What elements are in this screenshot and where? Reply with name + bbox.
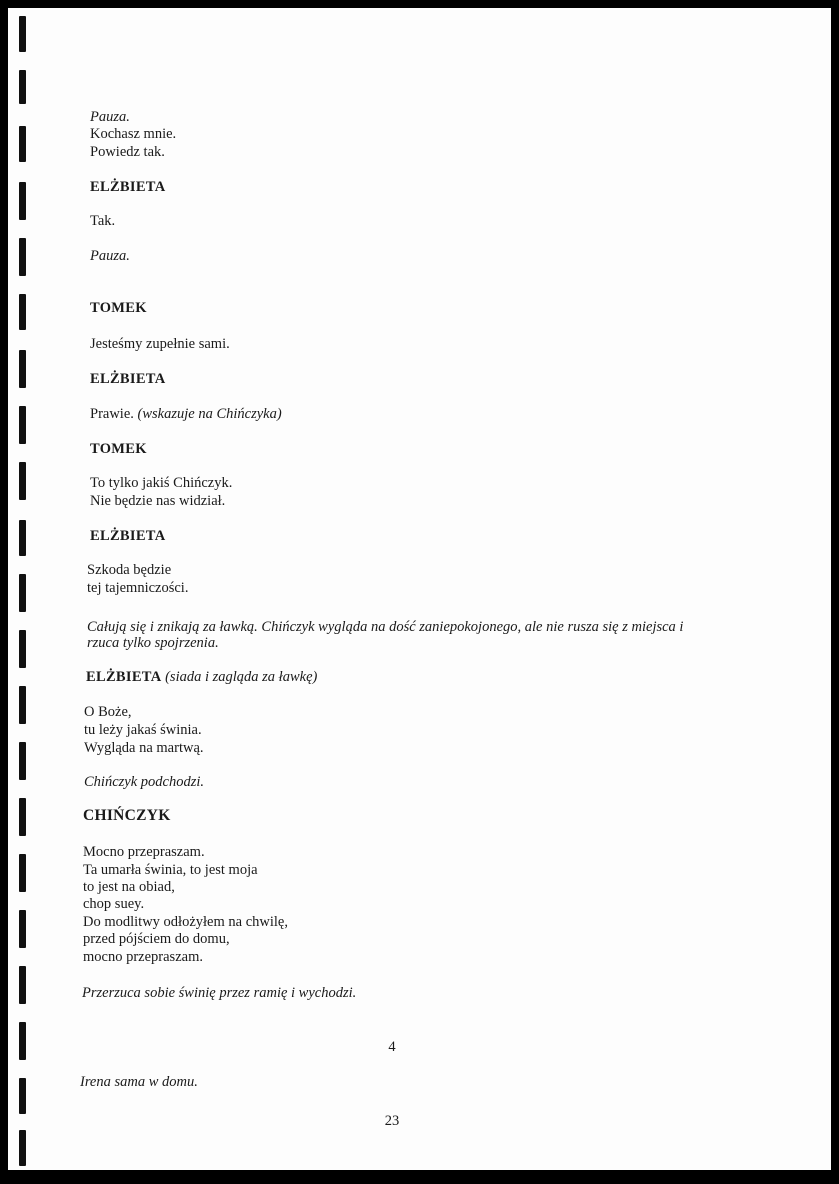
scene-number: 4	[388, 1039, 396, 1055]
stage-direction: (siada i zagląda za ławkę)	[165, 669, 318, 685]
speaker-line	[86, 668, 317, 686]
stage-direction: (wskazuje na Chińczyka)	[137, 406, 282, 422]
stage-direction: rzuca tylko spojrzenia.	[87, 635, 219, 651]
dialogue-line: Powiedz tak.	[90, 144, 165, 160]
binding-hole	[19, 630, 26, 668]
script-page	[8, 8, 831, 1170]
binding-hole	[19, 70, 26, 104]
dialogue-line: Do modlitwy odłożyłem na chwilę,	[83, 914, 288, 930]
dialogue-line: O Boże,	[84, 704, 132, 720]
dialogue-line: tu leży jakaś świnia.	[84, 722, 202, 738]
binding-hole	[19, 406, 26, 444]
binding-hole	[19, 350, 26, 388]
dialogue-line: Ta umarła świnia, to jest moja	[83, 862, 258, 878]
binding-hole	[19, 574, 26, 612]
speaker-name: ELŻBIETA	[90, 528, 166, 544]
dialogue-line: chop suey.	[83, 896, 145, 912]
binding-hole	[19, 798, 26, 836]
dialogue-line: Nie będzie nas widział.	[90, 493, 226, 509]
binding-hole	[19, 910, 26, 948]
dialogue-line	[90, 405, 282, 423]
binding-hole	[19, 16, 26, 52]
binding-hole	[19, 686, 26, 724]
binding-hole	[19, 742, 26, 780]
binding-hole	[19, 520, 26, 556]
dialogue-line: to jest na obiad,	[83, 879, 175, 895]
dialogue-line: przed pójściem do domu,	[83, 931, 230, 947]
dialogue-line: To tylko jakiś Chińczyk.	[90, 475, 233, 491]
dialogue-line: Kochasz mnie.	[90, 126, 177, 142]
speaker-name: ELŻBIETA	[90, 179, 166, 195]
speaker-name: CHIŃCZYK	[83, 807, 171, 824]
dialogue-line: Jesteśmy zupełnie sami.	[90, 336, 230, 352]
binding-hole	[19, 1130, 26, 1166]
binding-holes	[8, 8, 48, 1170]
dialogue-text: Prawie.	[90, 406, 134, 422]
page-number: 23	[384, 1113, 400, 1129]
speaker-name: TOMEK	[90, 300, 147, 316]
stage-direction: Pauza.	[90, 248, 130, 264]
dialogue-line: Wygląda na martwą.	[84, 740, 204, 756]
binding-hole	[19, 126, 26, 162]
binding-hole	[19, 462, 26, 500]
binding-hole	[19, 966, 26, 1004]
stage-direction: Pauza.	[90, 109, 130, 125]
dialogue-line: Tak.	[90, 213, 116, 229]
stage-direction: Przerzuca sobie świnię przez ramię i wychodzi.	[82, 985, 357, 1001]
dialogue-line: Mocno przepraszam.	[83, 844, 205, 860]
stage-direction: Irena sama w domu.	[80, 1074, 198, 1090]
dialogue-line: Szkoda będzie	[87, 562, 172, 578]
binding-hole	[19, 182, 26, 220]
binding-hole	[19, 854, 26, 892]
dialogue-line: tej tajemniczości.	[87, 580, 189, 596]
speaker-name: ELŻBIETA	[90, 371, 166, 387]
speaker-name: ELŻBIETA	[86, 669, 162, 685]
binding-hole	[19, 238, 26, 276]
speaker-name: TOMEK	[90, 441, 147, 457]
stage-direction: Chińczyk podchodzi.	[84, 774, 205, 790]
dialogue-line: mocno przepraszam.	[83, 949, 203, 965]
binding-hole	[19, 294, 26, 330]
stage-direction: Całują się i znikają za ławką. Chińczyk wygląda na dość zaniepokojonego, ale nie rusza się z miejsca i	[87, 619, 684, 635]
binding-hole	[19, 1022, 26, 1060]
binding-hole	[19, 1078, 26, 1114]
